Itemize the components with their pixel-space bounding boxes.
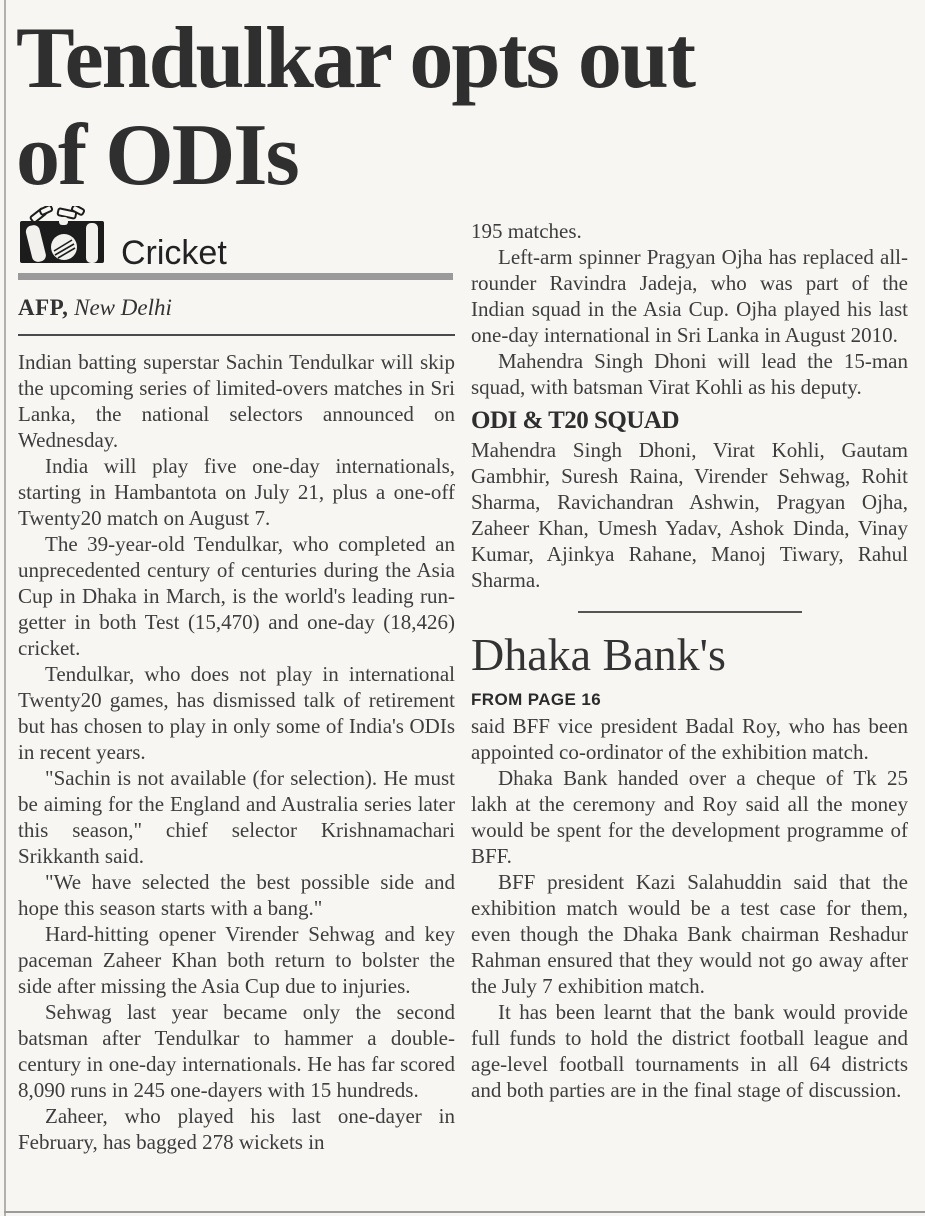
paragraph: Mahendra Singh Dhoni will lead the 15-man squad, with batsman Virat Kohli as his deputy. bbox=[471, 349, 908, 399]
paragraph: Left-arm spinner Pragyan Ojha has replaced all-rounder Ravindra Jadeja, who was part of the Indian squad in the Asia Cup. Ojha played his last one-day international in Sri Lanka in August 2010. bbox=[471, 245, 908, 347]
paragraph: The 39-year-old Tendulkar, who completed an unprecedented century of centuries during the Asia Cup in Dhaka in March, is the world's leading run-getter in both Test (15,470) and one-day (18,426) cricket. bbox=[18, 532, 455, 660]
paragraph: Dhaka Bank handed over a cheque of Tk 25 lakh at the ceremony and Roy said all the money would be spent for the development programme of BFF. bbox=[471, 766, 908, 868]
article2-heading: Dhaka Bank's bbox=[471, 629, 726, 680]
paragraph: said BFF vice president Badal Roy, who has been appointed co-ordinator of the exhibition match. bbox=[471, 714, 908, 764]
paragraph: It has been learnt that the bank would provide full funds to hold the district football league and age-level football tournaments in all 64 districts and both parties are in the final stage of discussion. bbox=[471, 1000, 908, 1102]
section-header bbox=[18, 214, 455, 280]
paragraph: Sehwag last year became only the second batsman after Tendulkar to hammer a double-century in one-day internationals. He has far scored 8,090 runs in 245 one-dayers with 15 hundreds. bbox=[18, 1000, 455, 1102]
paragraph: Hard-hitting opener Virender Sehwag and key paceman Zaheer Khan both return to bolster the side after missing the Asia Cup due to injuries. bbox=[18, 922, 455, 998]
paragraph: India will play five one-day internationals, starting in Hambantota on July 21, plus a one-off Twenty20 match on August 7. bbox=[18, 454, 455, 530]
paragraph: Zaheer, who played his last one-dayer in February, has bagged 278 wickets in bbox=[18, 1104, 455, 1154]
article2-paragraphs bbox=[471, 713, 908, 1103]
article-separator-rule bbox=[578, 611, 802, 613]
paragraph: 195 matches. bbox=[471, 219, 582, 243]
squad-heading: ODI & T20 SQUAD bbox=[471, 407, 680, 434]
left-column bbox=[18, 212, 455, 1155]
left-column-divider bbox=[4, 0, 6, 1216]
article-columns bbox=[0, 212, 925, 1155]
section-label: Cricket bbox=[121, 234, 227, 272]
headline: Tendulkar opts out of ODIs bbox=[16, 10, 695, 204]
article1-left-paragraphs bbox=[18, 349, 455, 1155]
section-icon-row bbox=[20, 206, 227, 275]
squad-list: Mahendra Singh Dhoni, Virat Kohli, Gautam Gambhir, Suresh Raina, Virender Sehwag, Rohit Sharma, Ravichandran Ashwin, Pragyan Ojha, Zaheer Khan, Umesh Yadav, Ashok Dinda, Vinay Kumar, Ajinkya Rahane, Manoj Tiwary, Rahul Sharma. bbox=[471, 438, 908, 592]
article1-right-paragraphs bbox=[471, 218, 908, 400]
paragraph: Indian batting superstar Sachin Tendulkar will skip the upcoming series of limited-overs matches in Sri Lanka, the national selectors announced on Wednesday. bbox=[18, 350, 455, 452]
cricket-gear-icon bbox=[20, 206, 108, 275]
article2 bbox=[471, 629, 908, 1103]
paragraph: BFF president Kazi Salahuddin said that the exhibition match would be a test case for them, even though the Dhaka Bank chairman Reshadur Rahman ensured that they would not go away after the July 7 exhibition match. bbox=[471, 870, 908, 998]
right-column bbox=[471, 212, 908, 1155]
byline-agency: AFP, bbox=[18, 295, 69, 320]
paragraph: "We have selected the best possible side and hope this season starts with a bang." bbox=[18, 870, 455, 920]
byline bbox=[18, 295, 455, 336]
paragraph: Tendulkar, who does not play in international Twenty20 games, has dismissed talk of retirement but has chosen to play in only some of India's ODIs in recent years. bbox=[18, 662, 455, 764]
bottom-rule bbox=[4, 1211, 925, 1213]
byline-location: New Delhi bbox=[74, 295, 172, 320]
paragraph: "Sachin is not available (for selection). He must be aiming for the England and Australia series later this season," chief selector Krishnamachari Srikkanth said. bbox=[18, 766, 455, 868]
article2-kicker: FROM PAGE 16 bbox=[471, 690, 602, 709]
